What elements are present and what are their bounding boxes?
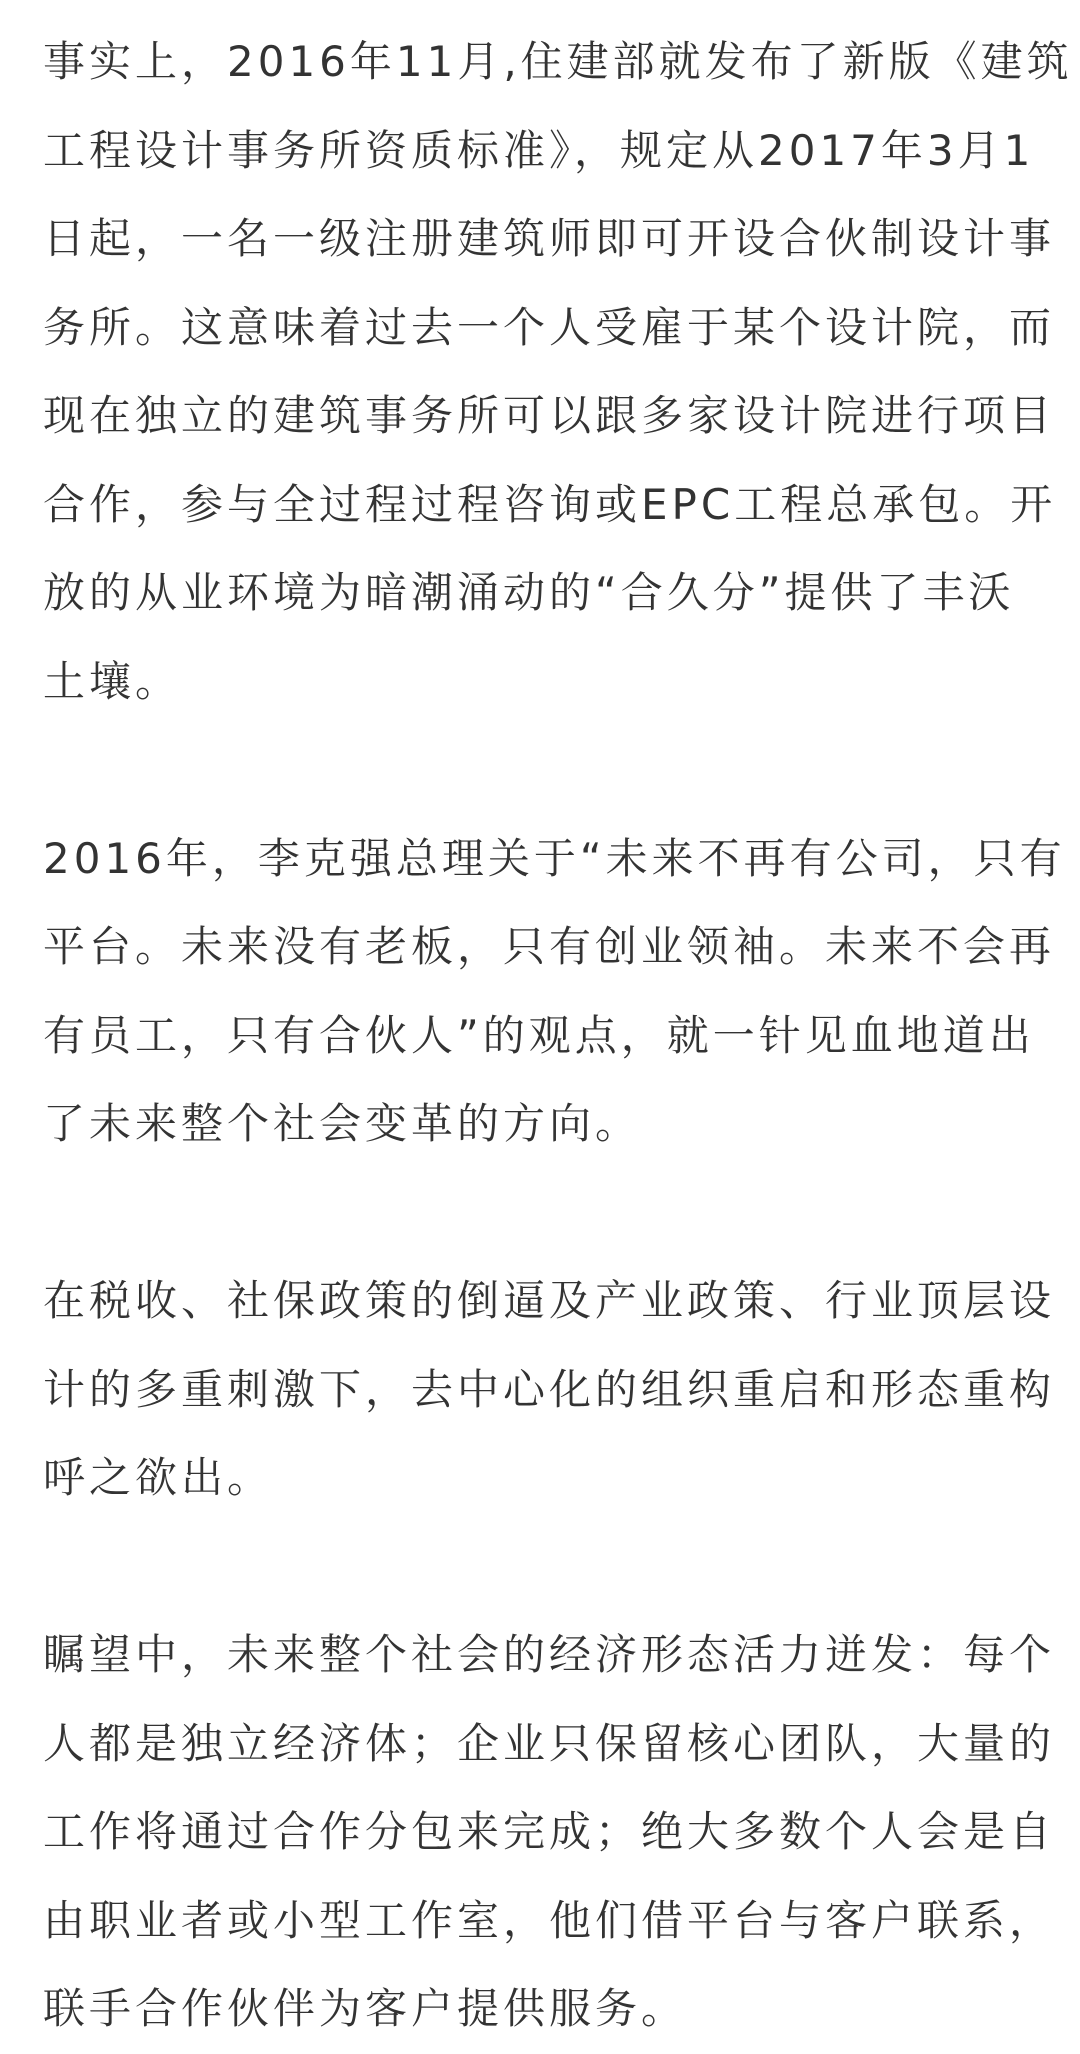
text-line: 了未来整个社会变革的方向。 <box>43 1099 642 1148</box>
text-line: 2016年，李克强总理关于“未来不再有公司，只有 <box>43 833 1066 883</box>
text-line: 呼之欲出。 <box>43 1453 274 1502</box>
text-line: 有员工，只有合伙人”的观点，就一针见血地道出 <box>43 1010 1035 1060</box>
paragraph-1 <box>43 18 1073 726</box>
text-line: 计的多重刺激下，去中心化的组织重启和形态重构 <box>43 1364 1056 1414</box>
paragraph-3 <box>43 1257 1056 1523</box>
text-line: 日起，一名一级注册建筑师即可开设合伙制设计事 <box>43 214 1056 263</box>
article-body <box>43 18 1073 2054</box>
paragraph-2 <box>43 815 1066 1169</box>
text-line: 瞩望中，未来整个社会的经济形态活力迸发：每个 <box>43 1630 1056 1679</box>
text-line: 人都是独立经济体；企业只保留核心团队，大量的 <box>43 1718 1056 1768</box>
text-line: 土壤。 <box>43 656 182 706</box>
text-line: 合作，参与全过程过程咨询或EPC工程总承包。开 <box>43 479 1057 529</box>
text-line: 在税收、社保政策的倒逼及产业政策、行业顶层设 <box>43 1276 1056 1325</box>
text-line: 现在独立的建筑事务所可以跟多家设计院进行项目 <box>43 391 1056 440</box>
text-line: 联手合作伙伴为客户提供服务。 <box>43 1984 688 2033</box>
text-line: 工程设计事务所资质标准》，规定从2017年3月1 <box>43 125 1035 175</box>
text-line: 平台。未来没有老板，只有创业领袖。未来不会再 <box>43 922 1056 971</box>
paragraph-4 <box>43 1611 1056 2054</box>
text-line: 由职业者或小型工作室，他们借平台与客户联系， <box>43 1895 1056 1945</box>
text-line: 放的从业环境为暗潮涌动的“合久分”提供了丰沃 <box>43 568 1015 617</box>
text-line: 务所。这意味着过去一个人受雇于某个设计院，而 <box>43 302 1056 352</box>
text-line: 工作将通过合作分包来完成；绝大多数个人会是自 <box>43 1807 1056 1856</box>
text-line: 事实上，2016年11月,住建部就发布了新版《建筑 <box>43 37 1073 86</box>
